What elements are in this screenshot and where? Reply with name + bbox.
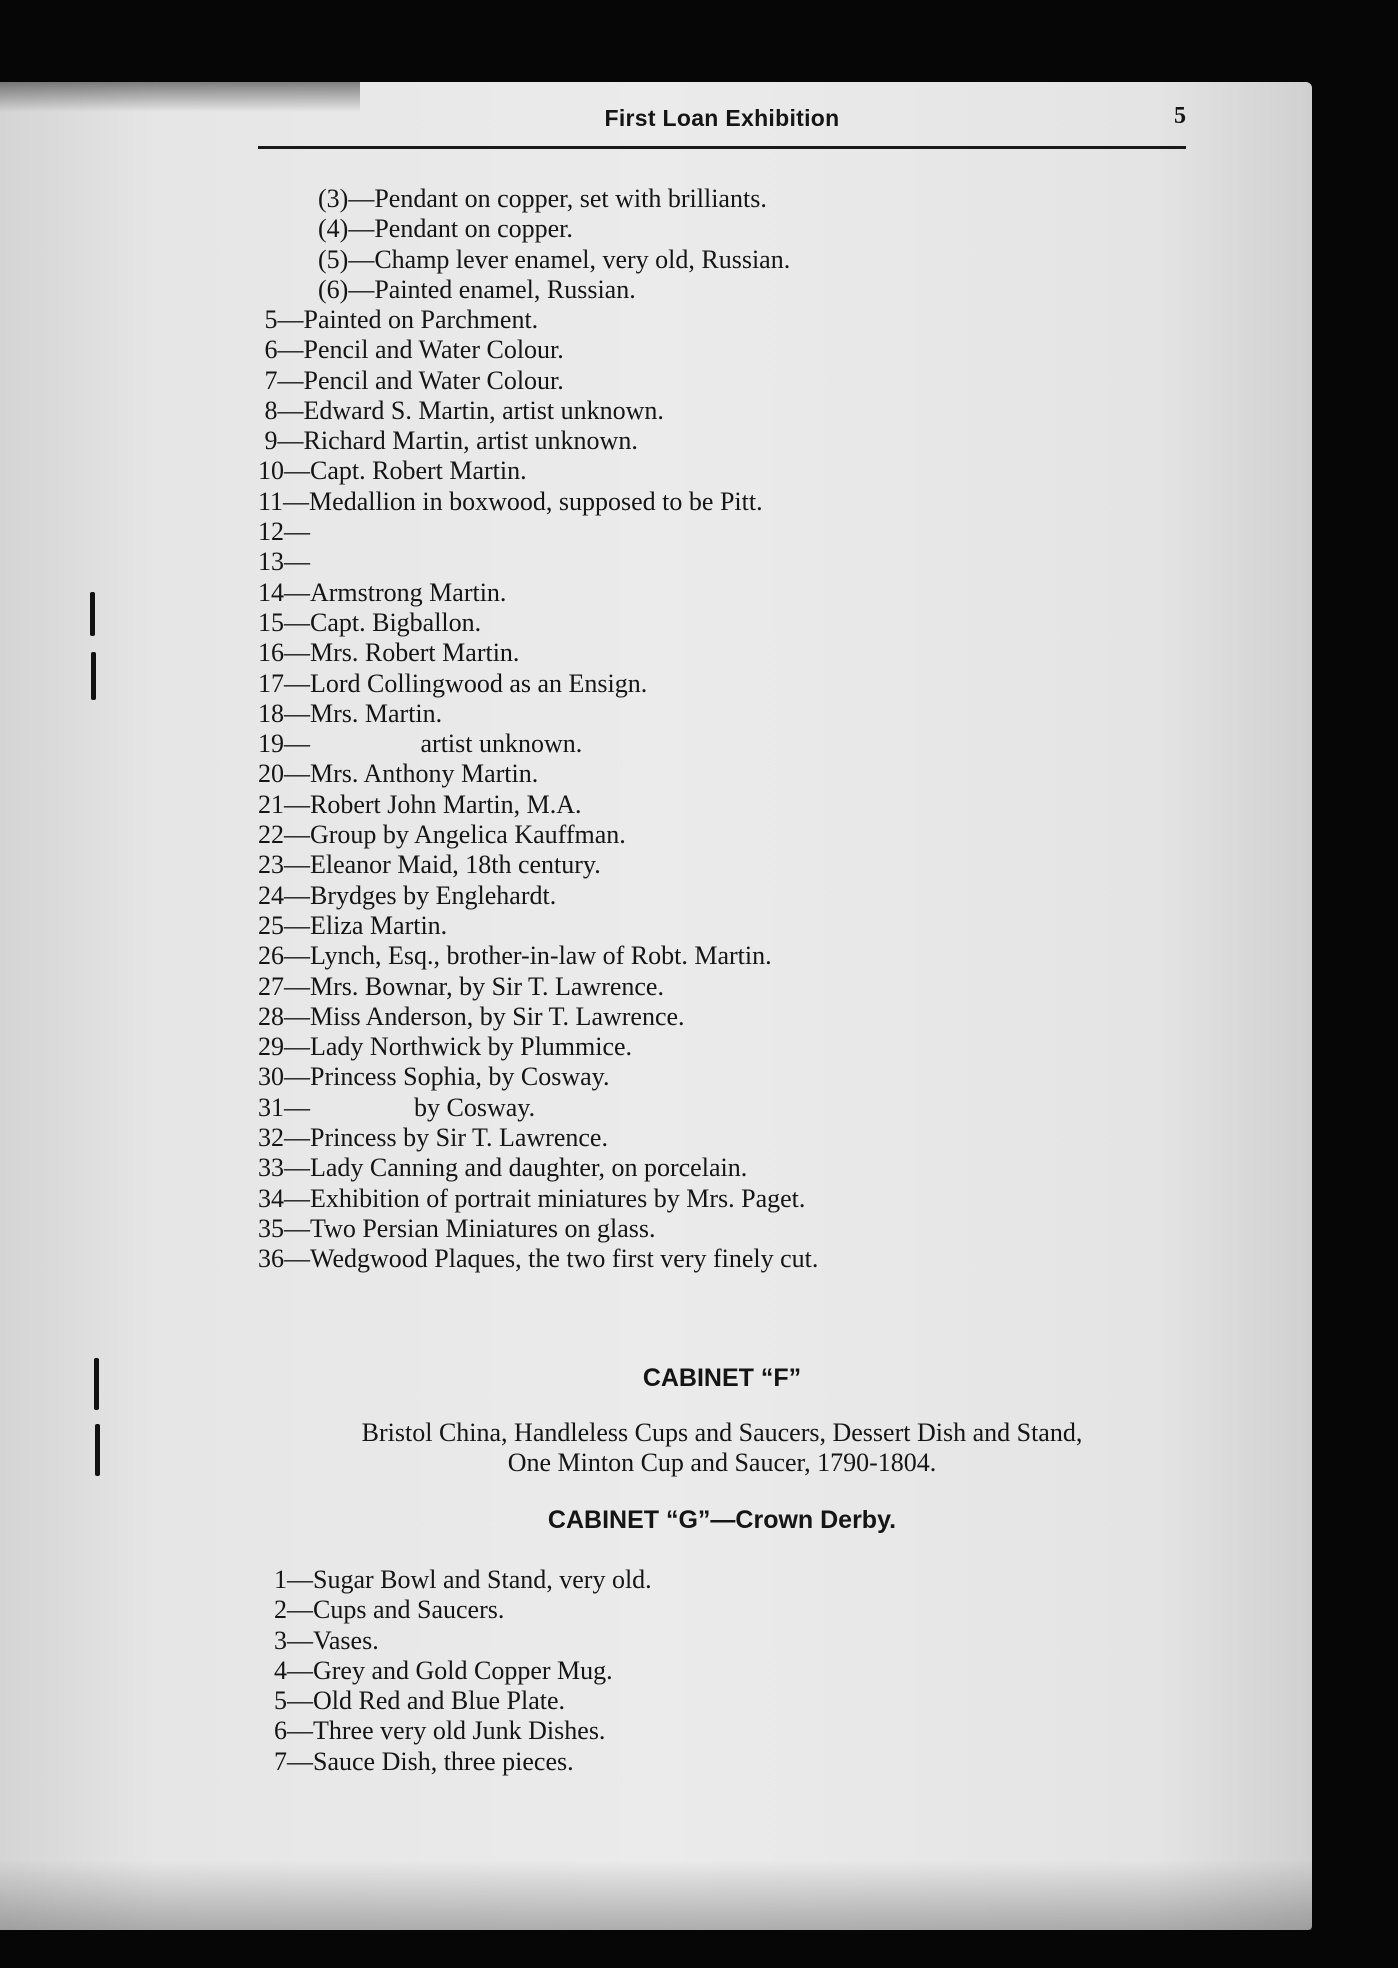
list-item: 14—Armstrong Martin.: [258, 577, 507, 607]
cabinet-f-description-line: One Minton Cup and Saucer, 1790-1804.: [507, 1448, 937, 1477]
list-item: 21—Robert John Martin, M.A.: [258, 789, 582, 819]
list-item: 32—Princess by Sir T. Lawrence.: [258, 1123, 608, 1153]
list-item: 27—Mrs. Bownar, by Sir T. Lawrence.: [258, 971, 664, 1001]
list-item: 5—Old Red and Blue Plate.: [274, 1686, 566, 1716]
list-item: 29—Lady Northwick by Plummice.: [258, 1032, 633, 1062]
list-item: 3—Vases.: [274, 1625, 379, 1655]
list-item: 20—Mrs. Anthony Martin.: [258, 759, 539, 789]
cabinet-f-description: [252, 1418, 1192, 1478]
list-item: 7—Sauce Dish, three pieces.: [274, 1746, 574, 1776]
list-item: 34—Exhibition of portrait miniatures by Mrs. Paget.: [258, 1183, 806, 1213]
list-item: 8—Edward S. Martin, artist unknown.: [258, 395, 664, 425]
cabinet-g-list: [274, 1565, 652, 1777]
list-item: 33—Lady Canning and daughter, on porcelain.: [258, 1153, 748, 1183]
list-item: 22—Group by Angelica Kauffman.: [258, 820, 626, 850]
list-item: 7—Pencil and Water Colour.: [258, 365, 564, 395]
cabinet-f-heading: CABINET “F”: [642, 1364, 802, 1392]
header-rule: [258, 146, 1186, 149]
page-bottom-shadow: [0, 1860, 1312, 1930]
list-item: 17—Lord Collingwood as an Ensign.: [258, 668, 648, 698]
list-item: 28—Miss Anderson, by Sir T. Lawrence.: [258, 1001, 685, 1031]
list-item: 19— artist unknown.: [258, 729, 583, 759]
list-item: 4—Grey and Gold Copper Mug.: [274, 1655, 613, 1685]
running-title: First Loan Exhibition: [604, 105, 840, 131]
margin-mark: [90, 592, 95, 636]
list-item: 35—Two Persian Miniatures on glass.: [258, 1213, 656, 1243]
list-item: 36—Wedgwood Plaques, the two first very finely cut.: [258, 1244, 819, 1274]
list-item: 11—Medallion in boxwood, supposed to be Pitt.: [258, 486, 763, 516]
list-item: 2—Cups and Saucers.: [274, 1595, 505, 1625]
list-item: 31— by Cosway.: [258, 1092, 536, 1122]
list-item: 26—Lynch, Esq., brother-in-law of Robt. Martin.: [258, 941, 772, 971]
list-item: 25—Eliza Martin.: [258, 910, 448, 940]
list-item: (4)—Pendant on copper.: [318, 214, 573, 244]
margin-mark: [94, 1358, 99, 1410]
list-item: 12—: [258, 517, 310, 547]
list-item: (3)—Pendant on copper, set with brilliants.: [318, 184, 767, 213]
list-item: 16—Mrs. Robert Martin.: [258, 638, 520, 668]
sub-item-list: [318, 184, 790, 305]
margin-mark: [95, 1424, 100, 1476]
list-item: 1—Sugar Bowl and Stand, very old.: [274, 1565, 652, 1594]
list-item: 15—Capt. Bigballon.: [258, 607, 482, 637]
running-header: [258, 105, 1186, 145]
list-item: 10—Capt. Robert Martin.: [258, 456, 527, 486]
miniatures-list: [258, 305, 818, 1275]
cabinet-f-description-line: Bristol China, Handleless Cups and Saucers, Dessert Dish and Stand,: [361, 1418, 1083, 1447]
page-number: 5: [1174, 103, 1186, 129]
list-item: 9—Richard Martin, artist unknown.: [258, 426, 638, 456]
list-item: 24—Brydges by Englehardt.: [258, 880, 557, 910]
margin-mark: [91, 652, 96, 700]
list-item: 23—Eleanor Maid, 18th century.: [258, 850, 601, 880]
list-item: 6—Pencil and Water Colour.: [258, 335, 564, 365]
list-item: 30—Princess Sophia, by Cosway.: [258, 1062, 610, 1092]
list-item: 13—: [258, 547, 310, 577]
list-item: (6)—Painted enamel, Russian.: [318, 274, 636, 304]
list-item: 6—Three very old Junk Dishes.: [274, 1716, 606, 1746]
list-item: 5—Painted on Parchment.: [258, 305, 539, 334]
list-item: 18—Mrs. Martin.: [258, 698, 443, 728]
list-item: (5)—Champ lever enamel, very old, Russian.: [318, 244, 791, 274]
cabinet-g-heading: CABINET “G”—Crown Derby.: [547, 1506, 897, 1534]
